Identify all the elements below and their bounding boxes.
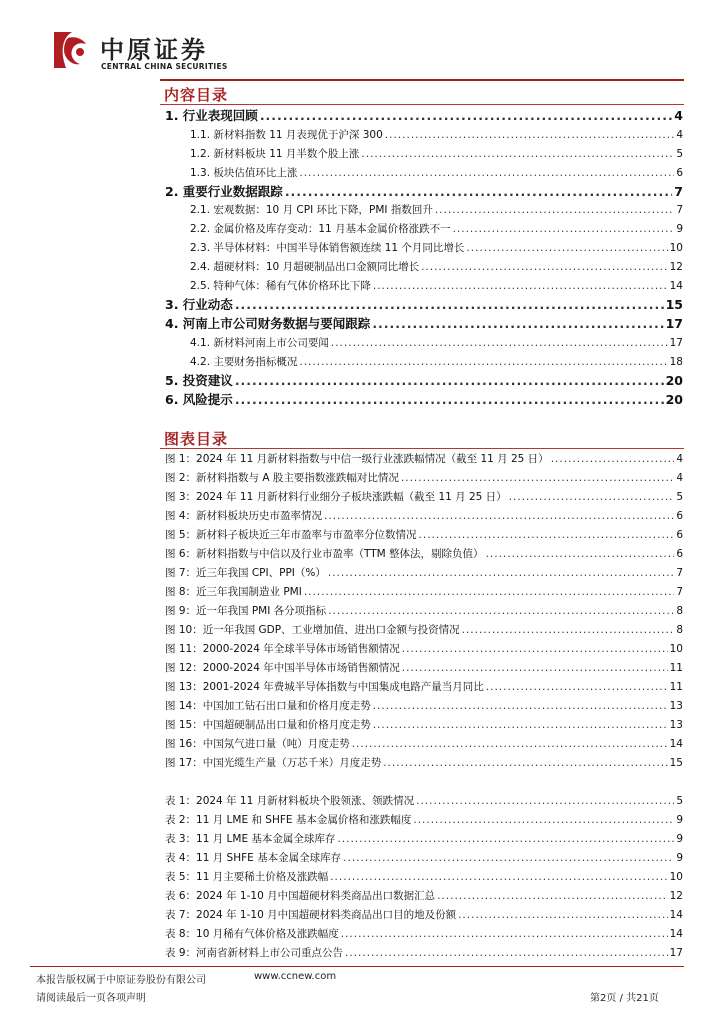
figure-entry[interactable]: 图 6：新材料指数与中信以及行业市盈率（TTM 整体法，剔除负值） ..... 6 <box>165 546 683 561</box>
table-entry[interactable]: 表 2：11 月 LME 和 SHFE 基本金属价格和涨跌幅度 ..... 9 <box>165 812 683 827</box>
toc-entry[interactable]: 4. 河南上市公司财务数据与要闻跟踪 ..... 17 <box>165 314 683 332</box>
toc-entry[interactable]: 4.1. 新材料河南上市公司要闻 ..... 17 <box>190 335 683 350</box>
figures-title-divider <box>160 448 684 449</box>
toc-entry[interactable]: 2.1. 宏观数据：10 月 CPI 环比下降，PMI 指数回升 ..... 7 <box>190 202 683 217</box>
figure-entry[interactable]: 图 9：近一年我国 PMI 各分项指标 ..... 8 <box>165 603 683 618</box>
toc-entry[interactable]: 2.5. 特种气体：稀有气体价格环比下降 ..... 14 <box>190 278 683 293</box>
toc-entry[interactable]: 1.1. 新材料指数 11 月表现优于沪深 300 ..... 4 <box>190 127 683 142</box>
toc-entry[interactable]: 6. 风险提示 ..... 20 <box>165 390 683 408</box>
toc-entry[interactable]: 4.2. 主要财务指标概况 ..... 18 <box>190 354 683 369</box>
figures-title: 图表目录 <box>164 430 229 448</box>
toc-entry[interactable]: 2.4. 超硬材料：10 月超硬制品出口金额同比增长 ..... 12 <box>190 259 683 274</box>
figure-entry[interactable]: 图 5：新材料子板块近三年市盈率与市盈率分位数情况 ..... 6 <box>165 527 683 542</box>
toc-entry[interactable]: 2. 重要行业数据跟踪 ..... 7 <box>165 182 683 200</box>
toc-entry[interactable]: 2.3. 半导体材料：中国半导体销售额连续 11 个月同比增长 ..... 10 <box>190 240 683 255</box>
toc-entry[interactable]: 2.2. 金属价格及库存变动：11 月基本金属价格涨跌不一 ..... 9 <box>190 221 683 236</box>
company-name-cn: 中原证券 <box>100 35 208 64</box>
table-entry[interactable]: 表 5：11 月主要稀土价格及涨跌幅 ..... 10 <box>165 869 683 884</box>
figure-entry[interactable]: 图 2：新材料指数与 A 股主要指数涨跌幅对比情况 ..... 4 <box>165 470 683 485</box>
figure-entry[interactable]: 图 11：2000-2024 年全球半导体市场销售额情况 ..... 10 <box>165 641 683 656</box>
figure-entry[interactable]: 图 15：中国超硬制品出口量和价格月度走势 ..... 13 <box>165 717 683 732</box>
toc-entry[interactable]: 3. 行业动态 ..... 15 <box>165 295 683 313</box>
table-entry[interactable]: 表 6：2024 年 1-10 月中国超硬材料类商品出口数据汇总 ..... 12 <box>165 888 683 903</box>
table-entry[interactable]: 表 9：河南省新材料上市公司重点公告 ..... 17 <box>165 945 683 960</box>
footer-copyright: 本报告版权属于中原证券股份有限公司 <box>36 975 206 986</box>
figure-entry[interactable]: 图 4：新材料板块历史市盈率情况 ..... 6 <box>165 508 683 523</box>
table-entry[interactable]: 表 1：2024 年 11 月新材料板块个股领涨、领跌情况 ..... 5 <box>165 793 683 808</box>
table-entry[interactable]: 表 4：11 月 SHFE 基本金属全球库存 ..... 9 <box>165 850 683 865</box>
figure-entry[interactable]: 图 12：2000-2024 年中国半导体市场销售额情况 ..... 11 <box>165 660 683 675</box>
page-header <box>0 0 724 84</box>
company-logo-icon <box>50 30 92 70</box>
figure-entry[interactable]: 图 1：2024 年 11 月新材料指数与中信一级行业涨跌幅情况（截至 11 月 25 日） ..... 4 <box>165 451 683 466</box>
footer-website-link[interactable]: www.ccnew.com <box>254 971 337 982</box>
contents-title-divider <box>160 104 684 105</box>
toc-entry[interactable]: 5. 投资建议 ..... 20 <box>165 371 683 389</box>
toc-entry[interactable]: 1.2. 新材料板块 11 月半数个股上涨 ..... 5 <box>190 146 683 161</box>
company-name-en: CENTRAL CHINA SECURITIES <box>101 62 228 71</box>
figure-entry[interactable]: 图 13：2001-2024 年费城半导体指数与中国集成电路产量当月同比 ..... 11 <box>165 679 683 694</box>
figure-entry[interactable]: 图 14：中国加工钻石出口量和价格月度走势 ..... 13 <box>165 698 683 713</box>
figure-entry[interactable]: 图 16：中国氖气进口量（吨）月度走势 ..... 14 <box>165 736 683 751</box>
table-entry[interactable]: 表 3：11 月 LME 基本金属全球库存 ..... 9 <box>165 831 683 846</box>
header-divider <box>160 79 684 81</box>
toc-entry[interactable]: 1.3. 板块估值环比上涨 ..... 6 <box>190 165 683 180</box>
figure-entry[interactable]: 图 10：近一年我国 GDP、工业增加值、进出口金额与投资情况 ..... 8 <box>165 622 683 637</box>
footer-page-info: 第2页 / 共21页 <box>590 993 659 1004</box>
figure-entry[interactable]: 图 3：2024 年 11 月新材料行业细分子板块涨跌幅（截至 11 月 25 日） ..... 5 <box>165 489 683 504</box>
contents-title: 内容目录 <box>164 86 229 104</box>
figure-entry[interactable]: 图 7：近三年我国 CPI、PPI（%） ..... 7 <box>165 565 683 580</box>
footer-disclaimer: 请阅读最后一页各项声明 <box>36 993 146 1004</box>
toc-entry[interactable]: 1. 行业表现回顾 ..... 4 <box>165 106 683 124</box>
footer-divider <box>30 966 684 967</box>
figure-entry[interactable]: 图 17：中国光缆生产量（万芯千米）月度走势 ..... 15 <box>165 755 683 770</box>
table-entry[interactable]: 表 7：2024 年 1-10 月中国超硬材料类商品出口目的地及份额 ..... 14 <box>165 907 683 922</box>
figure-entry[interactable]: 图 8：近三年我国制造业 PMI ..... 7 <box>165 584 683 599</box>
table-entry[interactable]: 表 8：10 月稀有气体价格及涨跌幅度 ..... 14 <box>165 926 683 941</box>
